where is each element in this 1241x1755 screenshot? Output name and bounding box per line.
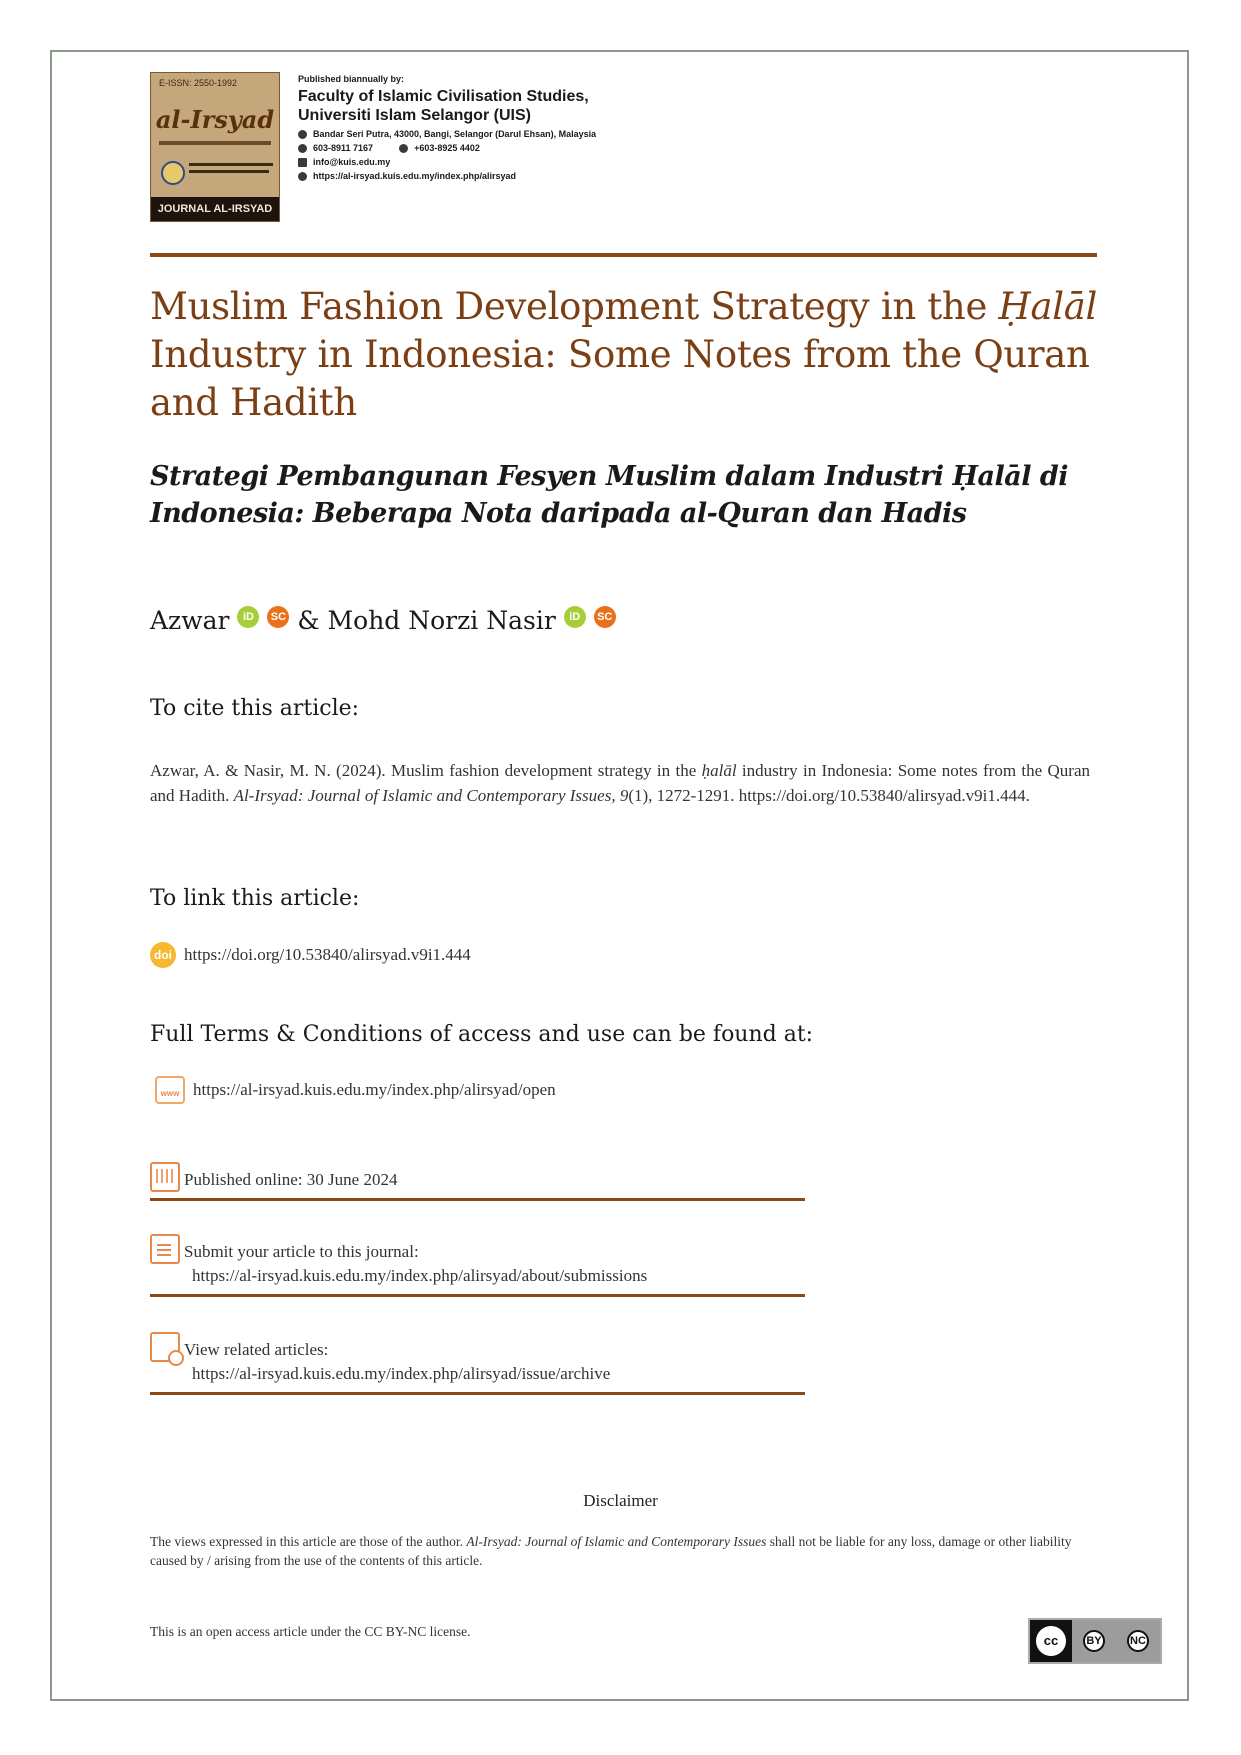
author-name: Mohd Norzi Nasir	[327, 606, 556, 635]
citation-text	[150, 758, 1090, 808]
cc-icon: cc	[1036, 1626, 1066, 1656]
noncommercial-icon: NC	[1127, 1630, 1149, 1652]
license-terms	[1072, 1620, 1160, 1662]
email-icon	[298, 158, 307, 167]
publisher-fax: +603-8925 4402	[414, 143, 480, 153]
publisher-phone: 603-8911 7167	[313, 143, 374, 153]
publisher-contact-row	[298, 143, 638, 153]
publisher-tagline: Published biannually by:	[298, 74, 405, 84]
phone-icon	[298, 144, 307, 153]
citation-part: industry in Indonesia: Some notes from the Quran and Hadith.	[150, 761, 1090, 805]
related-label: View related articles:	[184, 1340, 329, 1359]
cover-logo: al-Irsyad	[155, 105, 275, 134]
cover-issn: E-ISSN: 2550-1992	[159, 78, 238, 88]
published-block	[150, 1162, 805, 1201]
location-pin-icon	[298, 130, 307, 139]
author-separator: &	[289, 606, 328, 635]
doi-link[interactable]: https://doi.org/10.53840/alirsyad.v9i1.444	[184, 945, 471, 964]
submit-document-icon	[150, 1234, 180, 1264]
citation-part: (1), 1272-1291. https://doi.org/10.53840/alirsyad.v9i1.444.	[628, 786, 1030, 805]
publisher-url[interactable]: https://al-irsyad.kuis.edu.my/index.php/alirsyad	[313, 171, 517, 181]
attribution-icon: BY	[1083, 1630, 1105, 1652]
university-crest-icon	[161, 161, 185, 185]
cover-text-line	[189, 163, 273, 166]
scopus-icon[interactable]: SC	[267, 606, 289, 628]
related-link[interactable]: https://al-irsyad.kuis.edu.my/index.php/alirsyad/issue/archive	[192, 1364, 611, 1383]
section-rule	[150, 1198, 805, 1201]
publisher-email-row	[298, 157, 638, 167]
published-date: Published online: 30 June 2024	[184, 1170, 398, 1189]
author-name: Azwar	[150, 606, 230, 635]
www-globe-icon: www	[155, 1076, 185, 1104]
citation-halal: ḥalāl	[701, 761, 737, 780]
publisher-address: Bandar Seri Putra, 43000, Bangi, Selangor (Darul Ehsan), Malaysia	[313, 129, 597, 139]
globe-icon	[298, 172, 307, 181]
title-part1: Muslim Fashion Development Strategy in the	[150, 285, 999, 328]
publisher-faculty: Faculty of Islamic Civilisation Studies,	[298, 88, 589, 105]
submit-link[interactable]: https://al-irsyad.kuis.edu.my/index.php/alirsyad/about/submissions	[192, 1266, 648, 1285]
authors-line	[150, 606, 616, 635]
publisher-block	[298, 74, 638, 181]
article-title	[150, 283, 1100, 427]
cover-bar: JOURNAL AL-IRSYAD	[151, 197, 279, 221]
search-document-icon	[150, 1332, 180, 1362]
terms-heading: Full Terms & Conditions of access and use can be found at:	[150, 1022, 814, 1047]
scopus-icon[interactable]: SC	[594, 606, 616, 628]
open-access-note: This is an open access article under the CC BY-NC license.	[150, 1624, 471, 1639]
cover-divider	[159, 141, 271, 145]
publisher-url-row	[298, 171, 638, 181]
fax-icon	[399, 144, 408, 153]
terms-link-row	[155, 1076, 556, 1104]
citation-journal: Al-Irsyad: Journal of Islamic and Contemporary Issues, 9	[233, 786, 629, 805]
cover-text-line	[189, 170, 269, 173]
section-rule	[150, 1294, 805, 1297]
link-heading: To link this article:	[150, 886, 360, 911]
title-halal: Ḥalāl	[998, 285, 1098, 328]
submit-label: Submit your article to this journal:	[184, 1242, 419, 1261]
cite-heading: To cite this article:	[150, 696, 360, 721]
disclaimer-journal: Al-Irsyad: Journal of Islamic and Contemporary Issues	[466, 1534, 767, 1549]
cc-license-badge[interactable]	[1028, 1618, 1162, 1664]
submit-block	[150, 1234, 805, 1297]
publisher-address-row	[298, 129, 638, 139]
orcid-icon[interactable]: iD	[237, 606, 259, 628]
disclaimer-part: The views expressed in this article are those of the author.	[150, 1534, 467, 1549]
publisher-university: Universiti Islam Selangor (UIS)	[298, 107, 531, 124]
publisher-email[interactable]: info@kuis.edu.my	[313, 157, 391, 167]
disclaimer-text	[150, 1532, 1090, 1570]
doi-icon: doi	[150, 942, 176, 968]
orcid-icon[interactable]: iD	[564, 606, 586, 628]
disclaimer-part: shall not be liable for any loss, damage or other liability caused by / arising from the use of the contents of this article.	[150, 1534, 1072, 1568]
disclaimer-heading: Disclaimer	[583, 1491, 658, 1510]
section-rule	[150, 1392, 805, 1395]
header-rule	[150, 253, 1097, 257]
citation-part: Azwar, A. & Nasir, M. N. (2024). Muslim fashion development strategy in the	[150, 761, 702, 780]
article-subtitle: Strategi Pembangunan Fesyen Muslim dalam Industri Ḥalāl di Indonesia: Beberapa Nota daripada al-Quran dan Hadis	[150, 461, 1069, 529]
title-part2: Industry in Indonesia: Some Notes from the Quran and Hadith	[150, 333, 1090, 424]
journal-cover-image	[150, 72, 280, 222]
terms-link[interactable]: https://al-irsyad.kuis.edu.my/index.php/alirsyad/open	[193, 1080, 556, 1099]
related-block	[150, 1332, 805, 1395]
calendar-icon	[150, 1162, 180, 1192]
doi-link-row	[150, 942, 471, 968]
